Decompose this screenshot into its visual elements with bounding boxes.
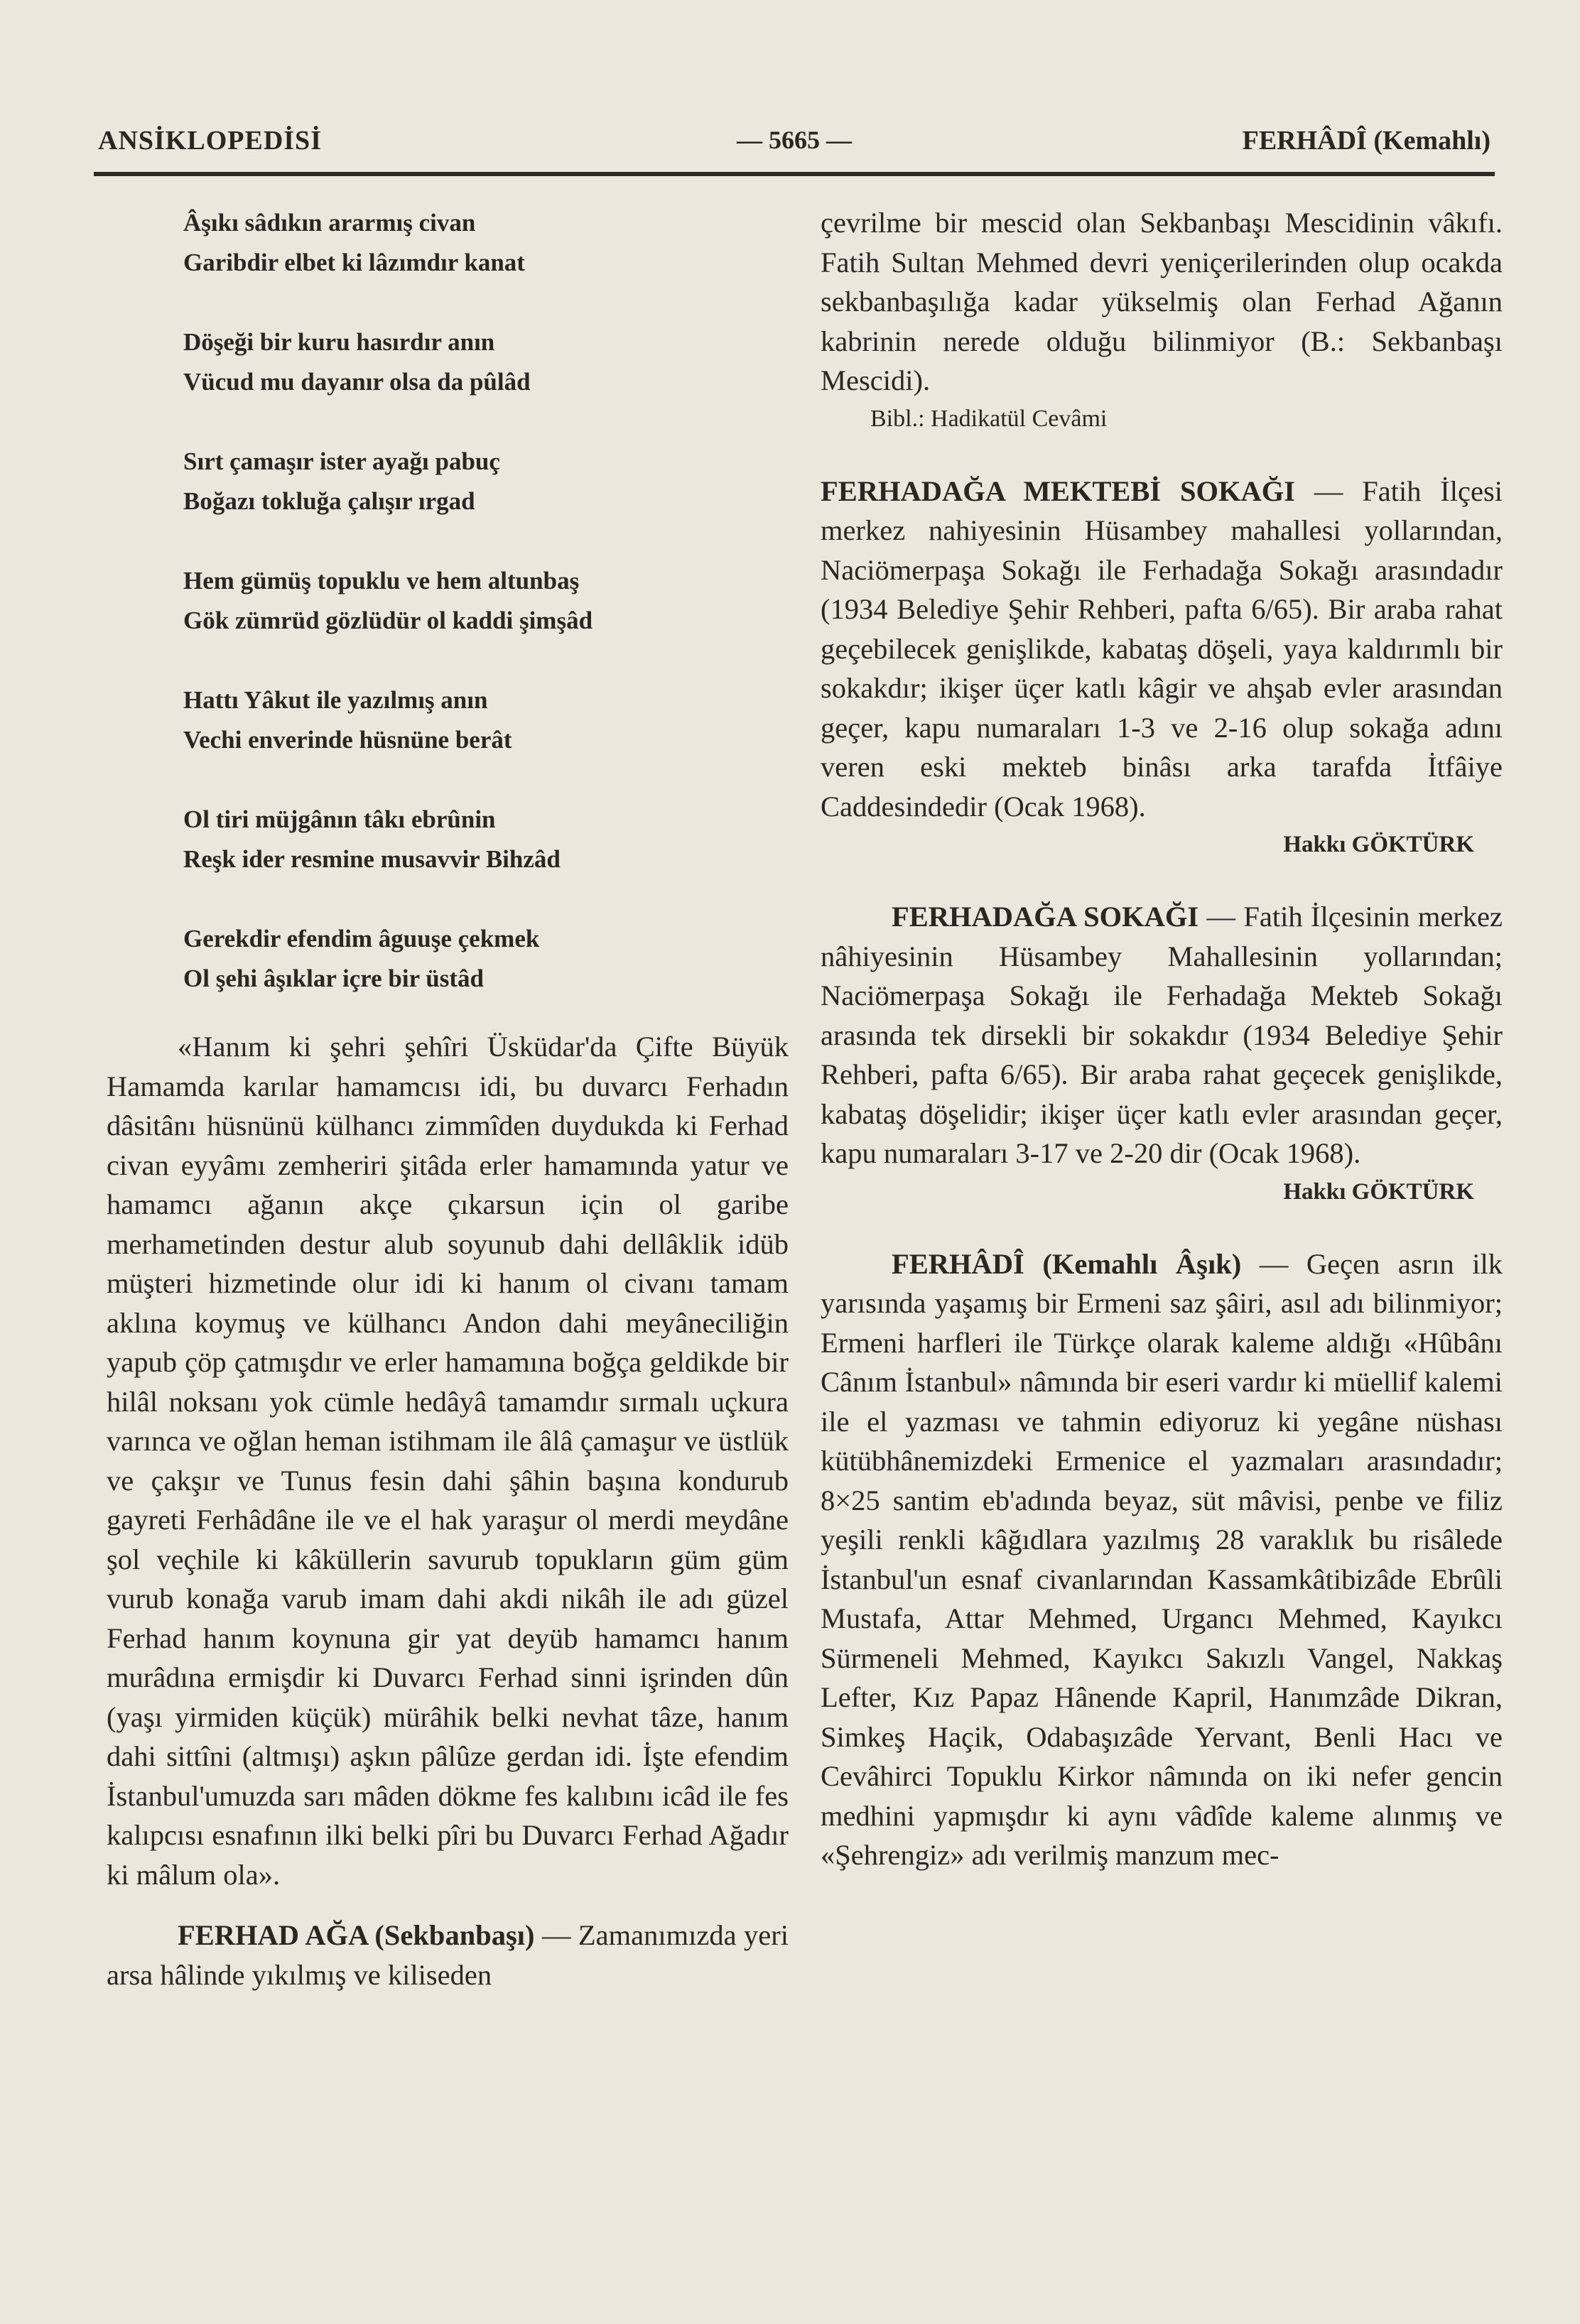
poem-line: Âşıkı sâdıkın ararmış civan — [183, 209, 476, 237]
entry-ferhadi — [821, 1244, 1503, 1875]
continuation-paragraph: çevrilme bir mescid olan Sekbanbaşı Mescidinin vâkıfı. Fatih Sultan Mehmed devri yeniçerilerinden olup ocakda sekbanbaşılığa kadar yükselmiş olan Ferhad Ağanın kabrinin nerede olduğu bilinmiyor (B.: Sekbanbaşı Mescidi). — [821, 207, 1503, 396]
poem-line: Boğazı tokluğa çalışır ırgad — [183, 487, 475, 515]
poem-line: Döşeği bir kuru hasırdır anın — [183, 328, 495, 356]
poem-line: Hem gümüş topuklu ve hem altunbaş — [183, 567, 580, 594]
poem-line: Sırt çamaşır ister ayağı pabuç — [183, 447, 500, 475]
entry-text: — Geçen asrın ilk yarısında yaşamış bir Ermeni saz şâiri, asıl adı bilinmiyor; Ermeni harfleri ile Türkçe olarak kaleme aldığı «Hûbânı Cânım İstanbul» nâmında bir eseri vardır ki müellif kalemi ile el yazması ve tahmin ediyoruz ki yegâne nüshası kütübhânemizdeki Ermenice el yazmaları arasındadır; 8×25 santim eb'adında beyaz, süt mâvisi, penbe ve filiz yeşili renkli kâğıdlara yazılmış 28 varaklık bu risâlede İstanbul'un esnaf civanlarından Kassamkâtibizâde Ebrûli Mustafa, Attar Mehmed, Urgancı Mehmed, Kayıkcı Sürmeneli Mehmed, Kayıkcı Sakızlı Vangel, Nakkaş Lefter, Kız Papaz Hânende Kapril, Hanımzâde Dikran, Simkeş Haçik, Odabaşızâde Yervant, Benli Hacı ve Cevâhirci Topuklu Kirkor nâmında on iki nefer gencin medhini yapmışdır ki aynı vâdîde kaleme alınmış ve «Şehrengiz» adı verilmiş manzum mec- — [821, 1247, 1503, 1871]
poem-stanza — [183, 800, 789, 879]
poem-line: Gök zümrüd gözlüdür ol kaddi şimşâd — [183, 607, 593, 634]
running-header — [98, 125, 1490, 168]
entry-ferhadaga-mektebi-sokagi — [821, 472, 1503, 827]
poem-line: Ol şehi âşıklar içre bir üstâd — [183, 965, 484, 992]
poem-stanza — [183, 203, 789, 283]
poem-line: Hattı Yâkut ile yazılmış anın — [183, 686, 488, 714]
poem-line: Garibdir elbet ki lâzımdır kanat — [183, 249, 525, 276]
entry-text: — Fatih İlçesinin merkez nâhiyesinin Hüsambey Mahallesinin yollarından; Naciömerpaşa Sokağı ile Ferhadağa Mekteb Sokağı arasında tek dirsekli bir sokakdır (1934 Belediye Şehir Rehberi, pafta 6/65). Bir araba rahat geçecek genişlikde, kabataş döşelidir; ikişer üçer katlı evler arasından geçer, kapu numaraları 3-17 ve 2-20 dir (Ocak 1968). — [821, 901, 1503, 1169]
entry-text: — Fatih İlçesi merkez nahiyesinin Hüsambey mahallesi yollarından, Naciömerpaşa Sokağı ile Ferhadağa Sokağı arasındadır (1934 Belediye Şehir Rehberi, pafta 6/65). Bir araba rahat geçebilecek genişlikde, kabataş döşeli, yaya kaldırımlı bir sokakdır; ikişer üçer katlı kâgir ve ahşab evler arasından geçer, kapu numaraları 1-3 ve 2-16 olup sokağa adını veren eski mekteb binâsı arka tarafda İtfâiye Caddesindedir (Ocak 1968). — [821, 474, 1503, 822]
bibliography: Bibl.: Hadikatül Cevâmi — [870, 405, 1108, 432]
left-column — [107, 203, 789, 1994]
poem-line: Ol tiri müjgânın tâkı ebrûnin — [183, 805, 496, 833]
entry-title: FERHÂDÎ (Kemahlı Âşık) — [892, 1247, 1242, 1280]
poem — [183, 203, 789, 999]
entry-ferhadaga-sokagi — [821, 897, 1503, 1173]
entry-title: FERHADAĞA SOKAĞI — [892, 901, 1199, 933]
header-rule — [94, 172, 1495, 176]
quote-paragraph: «Hanım ki şehri şehîri Üsküdar'da Çifte Büyük Hamamda karılar hamamcısı idi, bu duvarcı Ferhadın dâsitânı hüsnünü külhancı zimmîden duydukda ki Ferhad civan eyyâmı zemheriri şitâda erler hamamında yatur ve hamamcı ağanın akçe çıkarsun için ol garibe merhametinden destur alub soyunub dahi dellâklik idüb müşteri hizmetinde olur idi ki hanım ol civanı tamam aklına koymuş ve külhancı Andon dahi meyâneciliğin yapub çöp çatmışdır ve erler hamamına boğça geldikde bir hilâl noksanı yok cümle hedâyâ tamamdır sırmalı uçkura varınca ve oğlan heman istihmam ile âlâ çamaşur ve üstlük ve çakşır ve Tunus fesin dahi şâhin başına kondurub gayreti Ferhâdâne ile ve el hak yaraşur ol merdi meydâne şol veçhile ki kâküllerin savurub topukların güm güm vurub konağa varub imam dahi akdi nikâh ile adı güzel Ferhad hanım koynuna gir yat deyüb hamamcı hanım murâdına ermişdir ki Duvarcı Ferhad sinni işrinden dûn (yaşı yirmiden küçük) mürâhik belki nevhat tâze, hanım dahi sittîni (altmışı) aşkın pâlûze gerdan idi. İşte efendim İstanbul'umuzda sarı mâden dökme fes kalıbını icâd ile fes kalıpcısı esnafının ilki belki pîri bu Duvarcı Ferhad Ağadır ki mâlum ola». — [107, 1031, 789, 1891]
entry-ferhad-aga — [107, 1916, 789, 1994]
page-number: — 5665 — — [737, 126, 852, 154]
poem-line: Vücud mu dayanır olsa da pûlâd — [183, 368, 531, 396]
header-right-title: FERHÂDÎ (Kemahlı) — [1242, 126, 1490, 156]
header-left-title: ANSİKLOPEDİSİ — [98, 126, 322, 156]
entry-title: FERHADAĞA MEKTEBİ SOKAĞI — [821, 474, 1296, 507]
poem-stanza — [183, 442, 789, 521]
poem-stanza — [183, 680, 789, 760]
poem-line: Reşk ider resmine musavvir Bihzâd — [183, 845, 561, 873]
author-signature: Hakkı GÖKTÜRK — [1283, 832, 1474, 857]
right-column — [821, 203, 1503, 1875]
entry-text: — Zamanımızda yeri arsa hâlinde yıkılmış ve kiliseden — [107, 1919, 789, 1991]
entry-title: FERHAD AĞA (Sekbanbaşı) — [178, 1919, 535, 1951]
poem-line: Gerekdir efendim âguuşe çekmek — [183, 925, 540, 952]
poem-stanza — [183, 561, 789, 641]
poem-stanza — [183, 919, 789, 999]
author-signature: Hakkı GÖKTÜRK — [1283, 1178, 1474, 1205]
poem-line: Vechi enverinde hüsnüne berât — [183, 726, 512, 754]
poem-stanza — [183, 322, 789, 402]
